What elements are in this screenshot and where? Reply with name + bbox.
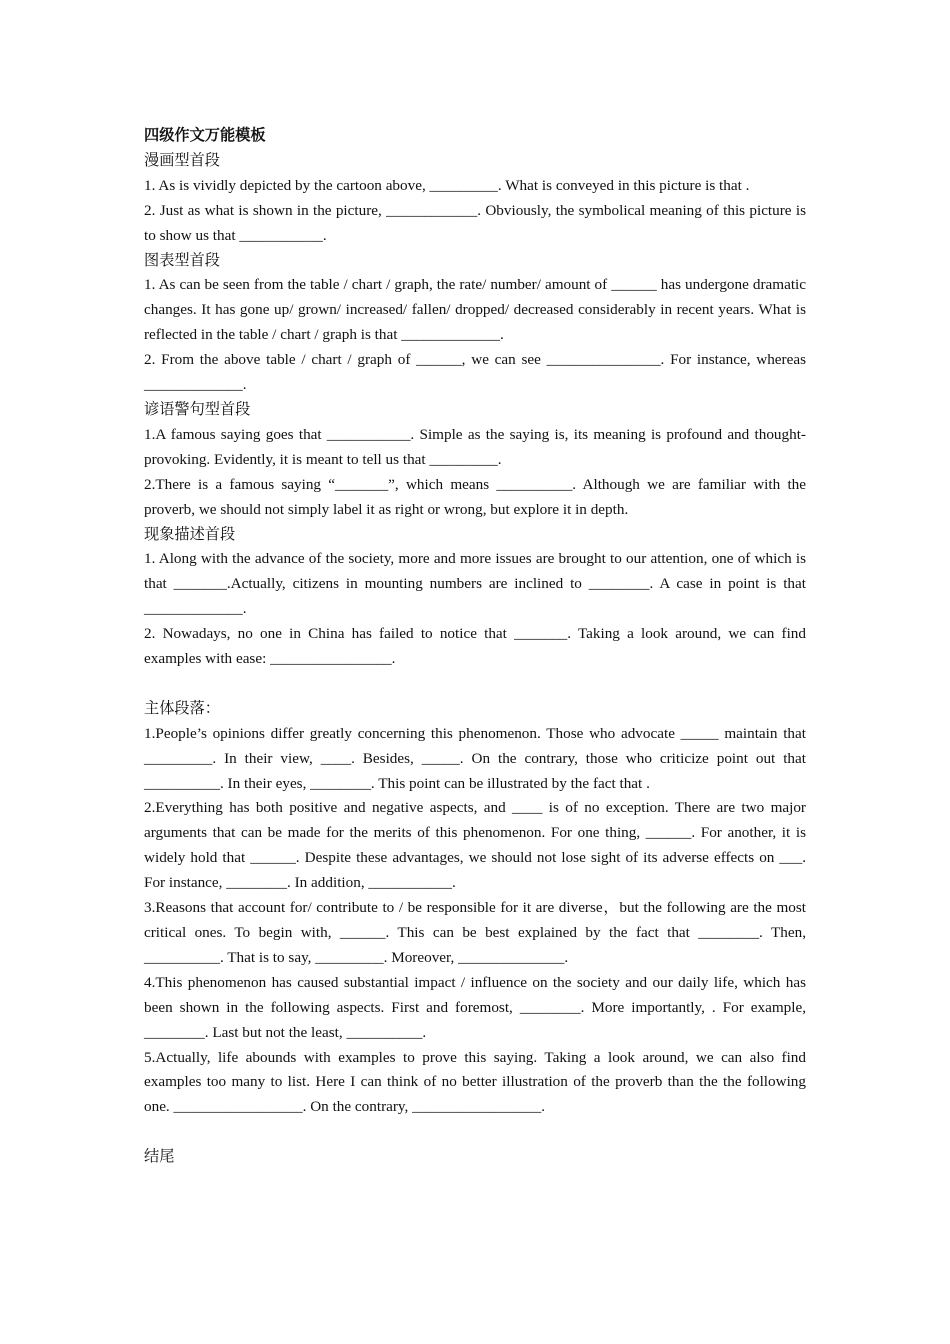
section-heading-proverb: 谚语警句型首段 <box>144 400 251 418</box>
spacer <box>144 1120 806 1145</box>
section-heading-phenomenon: 现象描述首段 <box>144 525 236 543</box>
paragraph: 1. Along with the advance of the society, more and more issues are brought to our attention, one of which is that _______.Actually, citizens in mounting numbers are inclined to ________. A case in point is that _____________. <box>144 550 806 618</box>
section-heading-ending: 结尾 <box>144 1148 175 1166</box>
paragraph: 5.Actually, life abounds with examples to prove this saying. Taking a look around, we can also find examples too many to list. Here I can think of no better illustration of the proverb than the the following one. _________________. On the contrary, _________________. <box>144 1048 806 1116</box>
document-page <box>144 124 806 1170</box>
paragraph: 3.Reasons that account for/ contribute to / be responsible for it are diverse，but the following are the most critical ones. To begin with, ______. This can be best explained by the fact that ________. Then, __________. That is to say, _________. Moreover, ______________. <box>144 899 806 966</box>
paragraph: 2.Everything has both positive and negative aspects, and ____ is of no exception. There are two major arguments that can be made for the merits of this phenomenon. For one thing, ______. For another, it is widely hold that ______. Despite these advantages, we should not lose sight of its adverse effects on ___. For instance, ________. In addition, ___________. <box>144 799 806 892</box>
section-heading-body: 主体段落： <box>144 699 220 717</box>
paragraph: 1.A famous saying goes that ___________. Simple as the saying is, its meaning is profound and thought-provoking. Evidently, it is meant to tell us that _________. <box>144 425 806 468</box>
paragraph: 1. As can be seen from the table / chart / graph, the rate/ number/ amount of ______ has undergone dramatic changes. It has gone up/ grown/ increased/ fallen/ dropped/ decreased considerably in recent years. What is reflected in the table / chart / graph is that _____________. <box>144 276 806 344</box>
spacer <box>144 672 806 697</box>
paragraph: 2. Just as what is shown in the picture, ____________. Obviously, the symbolical meaning of this picture is to show us that ___________. <box>144 201 806 244</box>
paragraph: 1. As is vividly depicted by the cartoon above, _________. What is conveyed in this picture is that . <box>144 176 750 194</box>
paragraph: 1.People’s opinions differ greatly concerning this phenomenon. Those who advocate _____ maintain that _________. In their view, ____. Besides, _____. On the contrary, those who criticize point out that __________. In their eyes, ________. This point can be illustrated by the fact that . <box>144 724 806 792</box>
paragraph: 2.There is a famous saying “_______”, which means __________. Although we are familiar with the proverb, we should not simply label it as right or wrong, but explore it in depth. <box>144 475 806 518</box>
paragraph: 4.This phenomenon has caused substantial impact / influence on the society and our daily life, which has been shown in the following aspects. First and foremost, ________. More importantly, . For example, ________. Last but not the least, __________. <box>144 973 806 1041</box>
section-heading-chart: 图表型首段 <box>144 251 220 269</box>
document-title: 四级作文万能模板 <box>144 127 266 144</box>
paragraph: 2. Nowadays, no one in China has failed to notice that _______. Taking a look around, we can find examples with ease: ________________. <box>144 625 806 668</box>
section-heading-cartoon: 漫画型首段 <box>144 151 220 169</box>
paragraph: 2. From the above table / chart / graph of ______, we can see _______________. For instance, whereas _____________. <box>144 351 806 394</box>
